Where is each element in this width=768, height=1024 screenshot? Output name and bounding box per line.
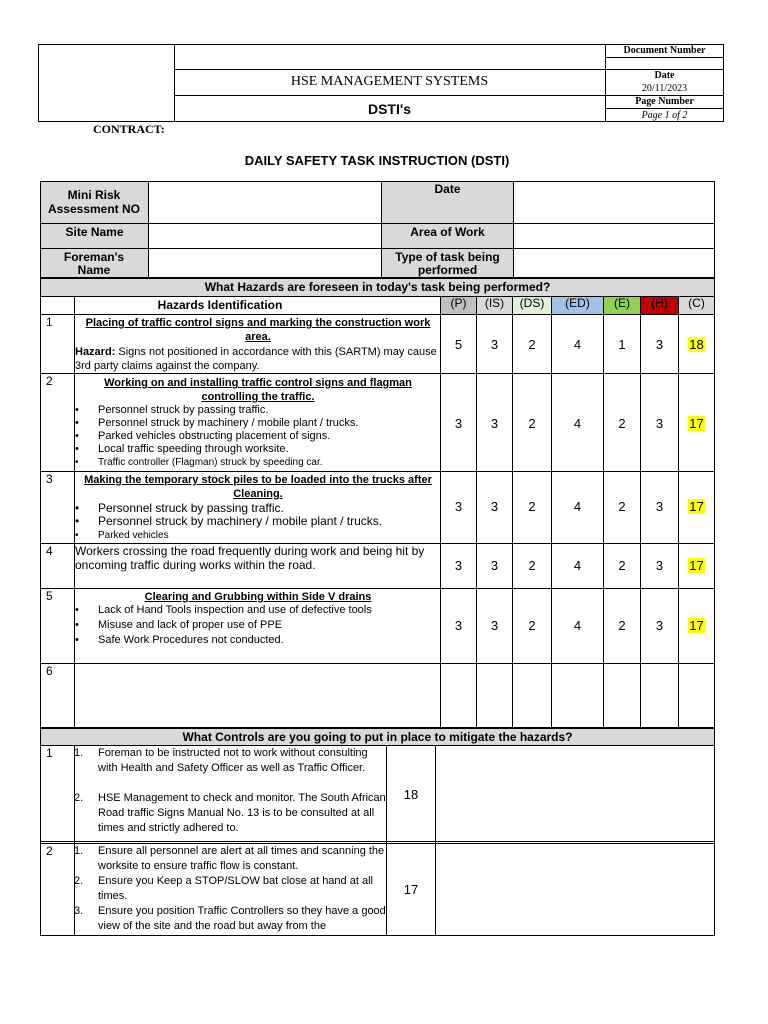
mini-risk-label: Mini Risk Assessment NO — [47, 188, 141, 216]
score-ds: 2 — [528, 336, 536, 352]
score-ds: 2 — [528, 415, 536, 431]
score-ed: 4 — [573, 617, 582, 633]
hazard-text: Workers crossing the road frequently during work and being hit by oncoming traffic during works within the road. — [75, 544, 425, 572]
row-number: 2 — [46, 374, 53, 388]
score-c: 17 — [689, 415, 704, 431]
form-title: DAILY SAFETY TASK INSTRUCTION (DSTI) — [244, 152, 510, 168]
score-ds: 2 — [528, 557, 536, 573]
score-h: 3 — [655, 415, 664, 431]
score-ed: 4 — [573, 415, 582, 431]
score-e: 2 — [618, 617, 626, 633]
page-number-label: Page Number — [635, 96, 694, 107]
score-p: 3 — [454, 498, 463, 514]
control-notes-input[interactable] — [436, 746, 714, 841]
control-score: 17 — [403, 881, 419, 897]
row-number: 3 — [46, 472, 53, 486]
score-c: 17 — [689, 617, 704, 633]
score-c: 17 — [689, 557, 704, 573]
hazards-question: What Hazards are foreseen in today's task being performed? — [204, 280, 551, 294]
date-field-label: Date — [434, 182, 461, 196]
area-of-work-label: Area of Work — [410, 225, 485, 239]
control-notes-input[interactable] — [436, 844, 714, 935]
date-label: Date — [654, 70, 675, 81]
foreman-name-label: Foreman's Name — [63, 249, 125, 277]
column-header-ed: (ED) — [565, 296, 590, 310]
score-is: 3 — [490, 617, 499, 633]
score-c: 17 — [689, 498, 704, 514]
column-header-p: (P) — [450, 296, 467, 310]
score-e: 1 — [618, 336, 626, 352]
hazard-title: Placing of traffic control signs and marking the construction work area. — [85, 317, 431, 343]
task-type-input[interactable] — [514, 249, 714, 277]
row-number: 2 — [46, 844, 53, 858]
column-header-is: (IS) — [484, 296, 505, 310]
row-number: 6 — [46, 664, 53, 678]
site-name-label: Site Name — [65, 225, 124, 239]
score-ed: 4 — [573, 336, 582, 352]
hazard-description: Hazard: Signs not positioned in accordance with this (SARTM) may cause 3rd party claims against the company. — [75, 346, 437, 372]
row-number: 5 — [46, 589, 53, 603]
score-p: 3 — [454, 415, 463, 431]
score-ed: 4 — [573, 557, 582, 573]
score-is: 3 — [490, 415, 499, 431]
page-value: Page 1 of 2 — [641, 109, 688, 121]
contract-label: CONTRACT: — [93, 122, 165, 136]
column-header-c: (C) — [688, 296, 705, 310]
score-h: 3 — [655, 557, 664, 573]
score-h: 3 — [655, 336, 664, 352]
column-header-ds: (DS) — [519, 296, 545, 310]
score-h: 3 — [655, 498, 664, 514]
area-of-work-input[interactable] — [514, 224, 714, 248]
date-value: 20/11/2023 — [641, 83, 688, 94]
score-p: 3 — [454, 617, 463, 633]
score-h: 3 — [655, 617, 664, 633]
hazards-identification-header: Hazards Identification — [157, 298, 283, 312]
control-score: 18 — [403, 786, 419, 802]
row-number: 1 — [46, 746, 53, 760]
task-type-label: Type of task being performed — [395, 249, 500, 277]
controls-question: What Controls are you going to put in place to mitigate the hazards? — [182, 729, 573, 744]
document-type: DSTI's — [367, 100, 411, 117]
score-is: 3 — [490, 336, 499, 352]
score-e: 2 — [618, 415, 626, 431]
score-e: 2 — [618, 557, 626, 573]
hazard-title: Making the temporary stock piles to be loaded into the trucks after Cleaning. — [84, 474, 432, 500]
score-ed: 4 — [573, 498, 582, 514]
foreman-name-input[interactable] — [149, 249, 381, 277]
row-number: 4 — [46, 544, 53, 558]
system-title: HSE MANAGEMENT SYSTEMS — [290, 74, 489, 89]
score-ds: 2 — [528, 498, 536, 514]
site-name-input[interactable] — [149, 224, 381, 248]
column-header-e: (E) — [614, 296, 630, 310]
score-e: 2 — [618, 498, 626, 514]
date-input[interactable] — [514, 182, 714, 223]
row-number: 1 — [46, 315, 53, 329]
score-is: 3 — [490, 498, 499, 514]
hazard-title: Working on and installing traffic control signs and flagman controlling the traffic. — [104, 377, 412, 403]
score-is: 3 — [490, 557, 499, 573]
score-c: 18 — [689, 336, 704, 352]
score-ds: 2 — [528, 617, 536, 633]
document-number-label: Document Number — [623, 45, 706, 56]
score-p: 5 — [454, 336, 463, 352]
column-header-h: (H) — [651, 296, 668, 310]
score-p: 3 — [454, 557, 463, 573]
mini-risk-input[interactable] — [149, 182, 381, 223]
hazard-title: Clearing and Grubbing within Side V drains — [144, 591, 372, 603]
